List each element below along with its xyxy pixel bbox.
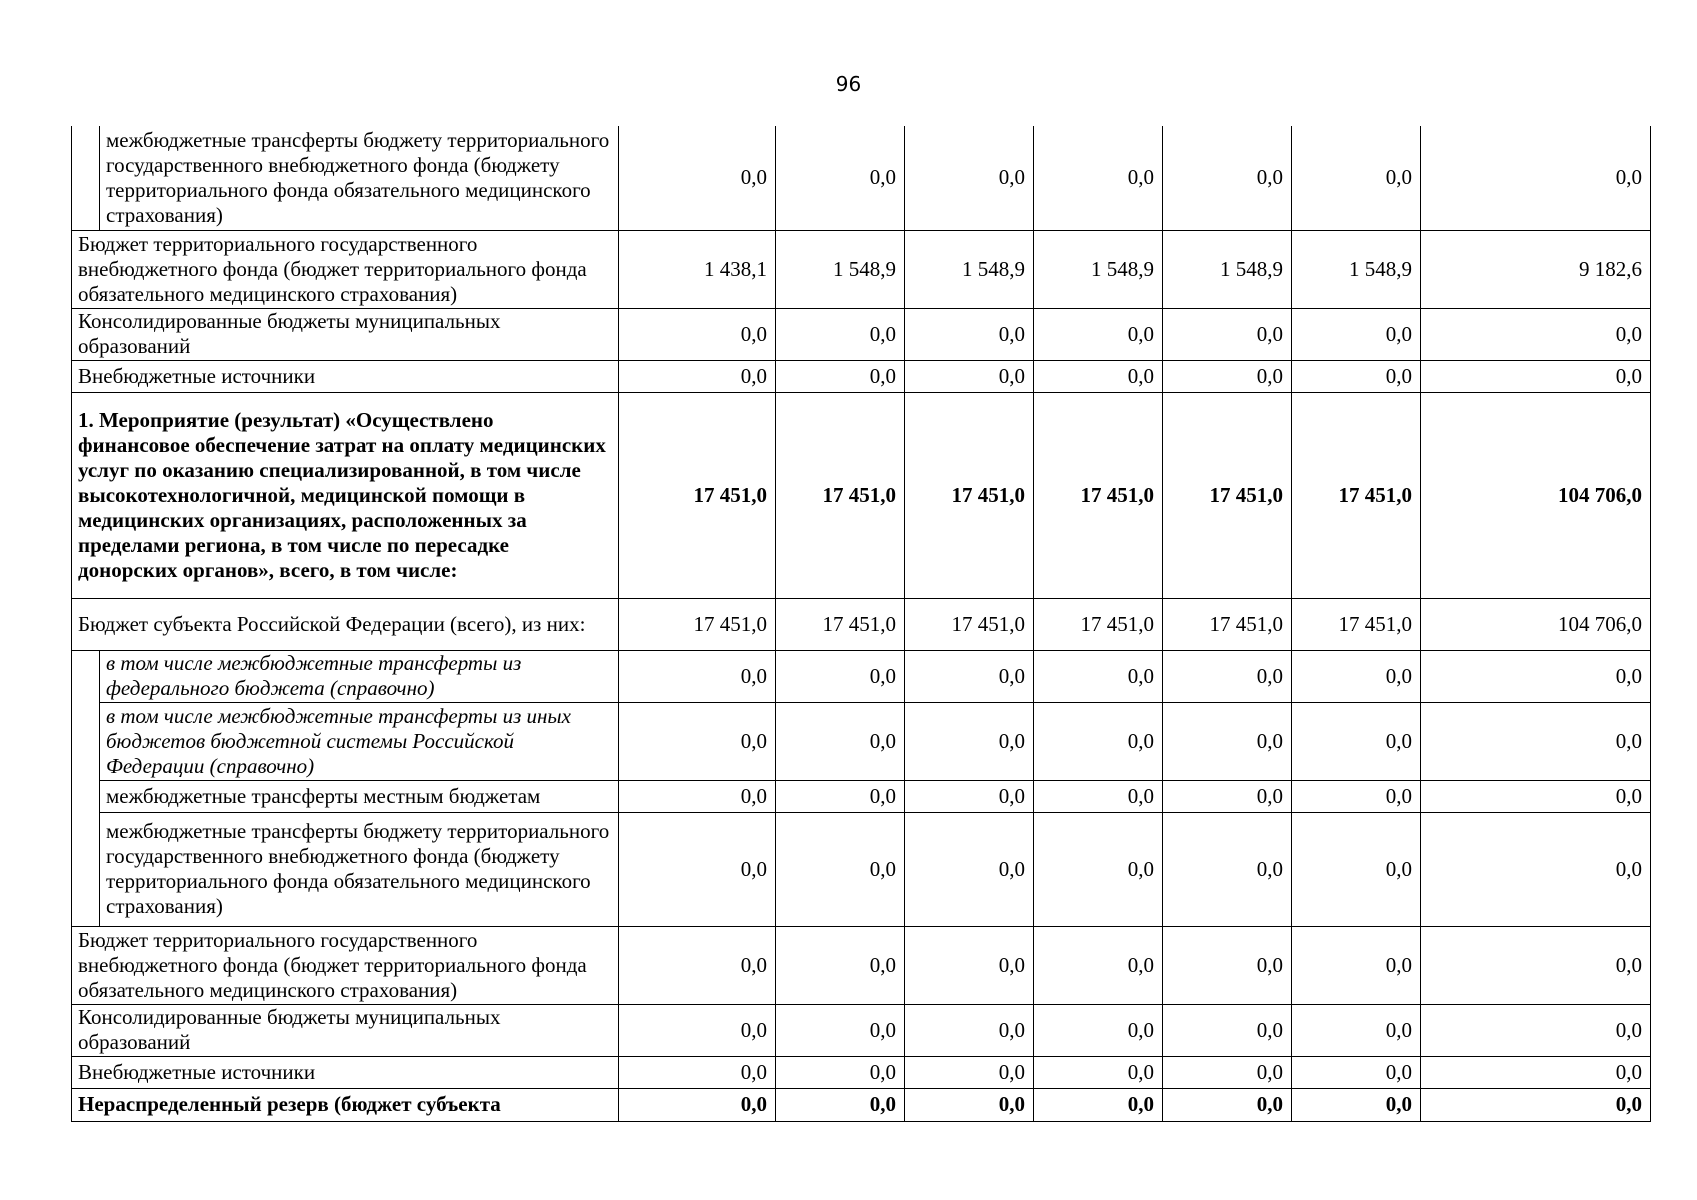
- value-cell: 0,0: [905, 1088, 1034, 1121]
- value-cell: 0,0: [1292, 650, 1421, 702]
- value-cell: 0,0: [619, 308, 776, 360]
- value-cell-total: 9 182,6: [1421, 230, 1651, 308]
- value-cell: 0,0: [1292, 1004, 1421, 1056]
- row-label: Внебюджетные источники: [72, 360, 619, 392]
- value-cell: 0,0: [776, 1056, 905, 1088]
- value-cell: 0,0: [1034, 1004, 1163, 1056]
- row-label: межбюджетные трансферты местным бюджетам: [100, 780, 619, 812]
- page-number: 96: [835, 72, 862, 96]
- value-cell: 0,0: [1034, 702, 1163, 780]
- value-cell: 0,0: [619, 360, 776, 392]
- value-cell: 0,0: [619, 126, 776, 230]
- value-cell-total: 0,0: [1421, 1056, 1651, 1088]
- budget-table: [71, 126, 1651, 1122]
- value-cell: 0,0: [619, 1088, 776, 1121]
- value-cell: 0,0: [1034, 780, 1163, 812]
- value-cell: 0,0: [905, 126, 1034, 230]
- budget-table-body: [72, 126, 1651, 1121]
- value-cell: 1 438,1: [619, 230, 776, 308]
- value-cell: 0,0: [1034, 126, 1163, 230]
- value-cell: 0,0: [1163, 780, 1292, 812]
- value-cell-total: 0,0: [1421, 780, 1651, 812]
- value-cell: 17 451,0: [619, 392, 776, 598]
- value-cell: 0,0: [1163, 1004, 1292, 1056]
- value-cell: 17 451,0: [776, 392, 905, 598]
- value-cell: 0,0: [1034, 360, 1163, 392]
- value-cell: 0,0: [1034, 308, 1163, 360]
- table-row: [72, 1088, 1651, 1121]
- value-cell: 0,0: [776, 926, 905, 1004]
- value-cell: 0,0: [776, 812, 905, 926]
- table-row: [72, 1056, 1651, 1088]
- table-row: [72, 230, 1651, 308]
- value-cell: 17 451,0: [776, 598, 905, 650]
- row-label: межбюджетные трансферты бюджету территориального государственного внебюджетного фонда (бюджету территориального фонда обязательного медицинского страхования): [100, 812, 619, 926]
- value-cell: 0,0: [1163, 308, 1292, 360]
- value-cell: 0,0: [1163, 650, 1292, 702]
- value-cell: 0,0: [1292, 1088, 1421, 1121]
- value-cell: 0,0: [776, 650, 905, 702]
- row-label: 1. Мероприятие (результат) «Осуществлено финансовое обеспечение затрат на оплату медицинских услуг по оказанию специализированной, в том числе высокотехнологичной, медицинской помощи в медицинских организациях, расположенных за пределами региона, в том числе по пересадке донорских органов», всего, в том числе:: [72, 392, 619, 598]
- value-cell: 0,0: [1292, 1056, 1421, 1088]
- table-row: [72, 392, 1651, 598]
- value-cell: 0,0: [1034, 812, 1163, 926]
- value-cell: 0,0: [776, 1004, 905, 1056]
- value-cell-total: 0,0: [1421, 360, 1651, 392]
- value-cell: 17 451,0: [619, 598, 776, 650]
- value-cell: 1 548,9: [776, 230, 905, 308]
- value-cell: 0,0: [619, 812, 776, 926]
- value-cell: 0,0: [1163, 812, 1292, 926]
- value-cell: 0,0: [619, 780, 776, 812]
- value-cell: 0,0: [905, 650, 1034, 702]
- row-label: Консолидированные бюджеты муниципальных образований: [72, 1004, 619, 1056]
- value-cell: 1 548,9: [1163, 230, 1292, 308]
- value-cell: 0,0: [905, 1004, 1034, 1056]
- value-cell: 0,0: [1163, 926, 1292, 1004]
- value-cell: 0,0: [776, 308, 905, 360]
- value-cell: 0,0: [905, 702, 1034, 780]
- value-cell: 0,0: [905, 812, 1034, 926]
- value-cell: 0,0: [619, 702, 776, 780]
- value-cell: 1 548,9: [1292, 230, 1421, 308]
- row-label: Консолидированные бюджеты муниципальных образований: [72, 308, 619, 360]
- value-cell: 0,0: [905, 1056, 1034, 1088]
- value-cell: 0,0: [905, 926, 1034, 1004]
- value-cell: 0,0: [1292, 702, 1421, 780]
- table-row: [72, 812, 1651, 926]
- value-cell: 0,0: [1292, 812, 1421, 926]
- value-cell-total: 0,0: [1421, 1004, 1651, 1056]
- row-label: Бюджет территориального государственного внебюджетного фонда (бюджет территориального фонда обязательного медицинского страхования): [72, 230, 619, 308]
- value-cell: 0,0: [1034, 650, 1163, 702]
- value-cell-total: 0,0: [1421, 1088, 1651, 1121]
- table-row: [72, 926, 1651, 1004]
- table-row: [72, 702, 1651, 780]
- row-label: Бюджет субъекта Российской Федерации (всего), из них:: [72, 598, 619, 650]
- value-cell: 0,0: [1034, 926, 1163, 1004]
- value-cell: 17 451,0: [1163, 598, 1292, 650]
- value-cell: 0,0: [905, 308, 1034, 360]
- table-row: [72, 1004, 1651, 1056]
- row-label: в том числе межбюджетные трансферты из иных бюджетов бюджетной системы Российской Федерации (справочно): [100, 702, 619, 780]
- value-cell: 0,0: [1163, 360, 1292, 392]
- value-cell: 0,0: [619, 1056, 776, 1088]
- value-cell-total: 0,0: [1421, 702, 1651, 780]
- value-cell: 0,0: [1034, 1056, 1163, 1088]
- value-cell-total: 0,0: [1421, 926, 1651, 1004]
- value-cell: 17 451,0: [1292, 598, 1421, 650]
- row-label: Нераспределенный резерв (бюджет субъекта: [72, 1088, 619, 1121]
- value-cell-total: 0,0: [1421, 308, 1651, 360]
- value-cell: 1 548,9: [905, 230, 1034, 308]
- value-cell: 0,0: [1292, 780, 1421, 812]
- value-cell: 17 451,0: [1034, 392, 1163, 598]
- value-cell: 0,0: [776, 702, 905, 780]
- value-cell: 17 451,0: [1292, 392, 1421, 598]
- value-cell: 17 451,0: [905, 598, 1034, 650]
- value-cell: 0,0: [1163, 702, 1292, 780]
- value-cell: 0,0: [776, 780, 905, 812]
- value-cell-total: 104 706,0: [1421, 392, 1651, 598]
- value-cell: 0,0: [619, 650, 776, 702]
- value-cell: 1 548,9: [1034, 230, 1163, 308]
- value-cell: 0,0: [619, 1004, 776, 1056]
- value-cell: 0,0: [1292, 126, 1421, 230]
- value-cell: 0,0: [619, 926, 776, 1004]
- value-cell: 0,0: [905, 360, 1034, 392]
- value-cell-total: 104 706,0: [1421, 598, 1651, 650]
- value-cell: 0,0: [905, 780, 1034, 812]
- value-cell-total: 0,0: [1421, 126, 1651, 230]
- value-cell: 0,0: [1163, 126, 1292, 230]
- table-row: [72, 360, 1651, 392]
- value-cell: 0,0: [1034, 1088, 1163, 1121]
- value-cell: 0,0: [776, 126, 905, 230]
- table-row: [72, 308, 1651, 360]
- indent-cell: [72, 126, 100, 230]
- value-cell: 0,0: [1163, 1056, 1292, 1088]
- value-cell: 0,0: [1292, 926, 1421, 1004]
- value-cell: 17 451,0: [1034, 598, 1163, 650]
- value-cell: 17 451,0: [1163, 392, 1292, 598]
- value-cell: 0,0: [776, 1088, 905, 1121]
- value-cell-total: 0,0: [1421, 812, 1651, 926]
- row-label: Бюджет территориального государственного внебюджетного фонда (бюджет территориального фонда обязательного медицинского страхования): [72, 926, 619, 1004]
- value-cell-total: 0,0: [1421, 650, 1651, 702]
- row-label: межбюджетные трансферты бюджету территориального государственного внебюджетного фонда (бюджету территориального фонда обязательного медицинского страхования): [100, 126, 619, 230]
- value-cell: 0,0: [776, 360, 905, 392]
- table-row: [72, 598, 1651, 650]
- value-cell: 17 451,0: [905, 392, 1034, 598]
- table-row: [72, 126, 1651, 230]
- row-label: в том числе межбюджетные трансферты из федерального бюджета (справочно): [100, 650, 619, 702]
- table-row: [72, 780, 1651, 812]
- value-cell: 0,0: [1292, 308, 1421, 360]
- row-label: Внебюджетные источники: [72, 1056, 619, 1088]
- indent-cell: [72, 650, 100, 926]
- value-cell: 0,0: [1163, 1088, 1292, 1121]
- value-cell: 0,0: [1292, 360, 1421, 392]
- table-row: [72, 650, 1651, 702]
